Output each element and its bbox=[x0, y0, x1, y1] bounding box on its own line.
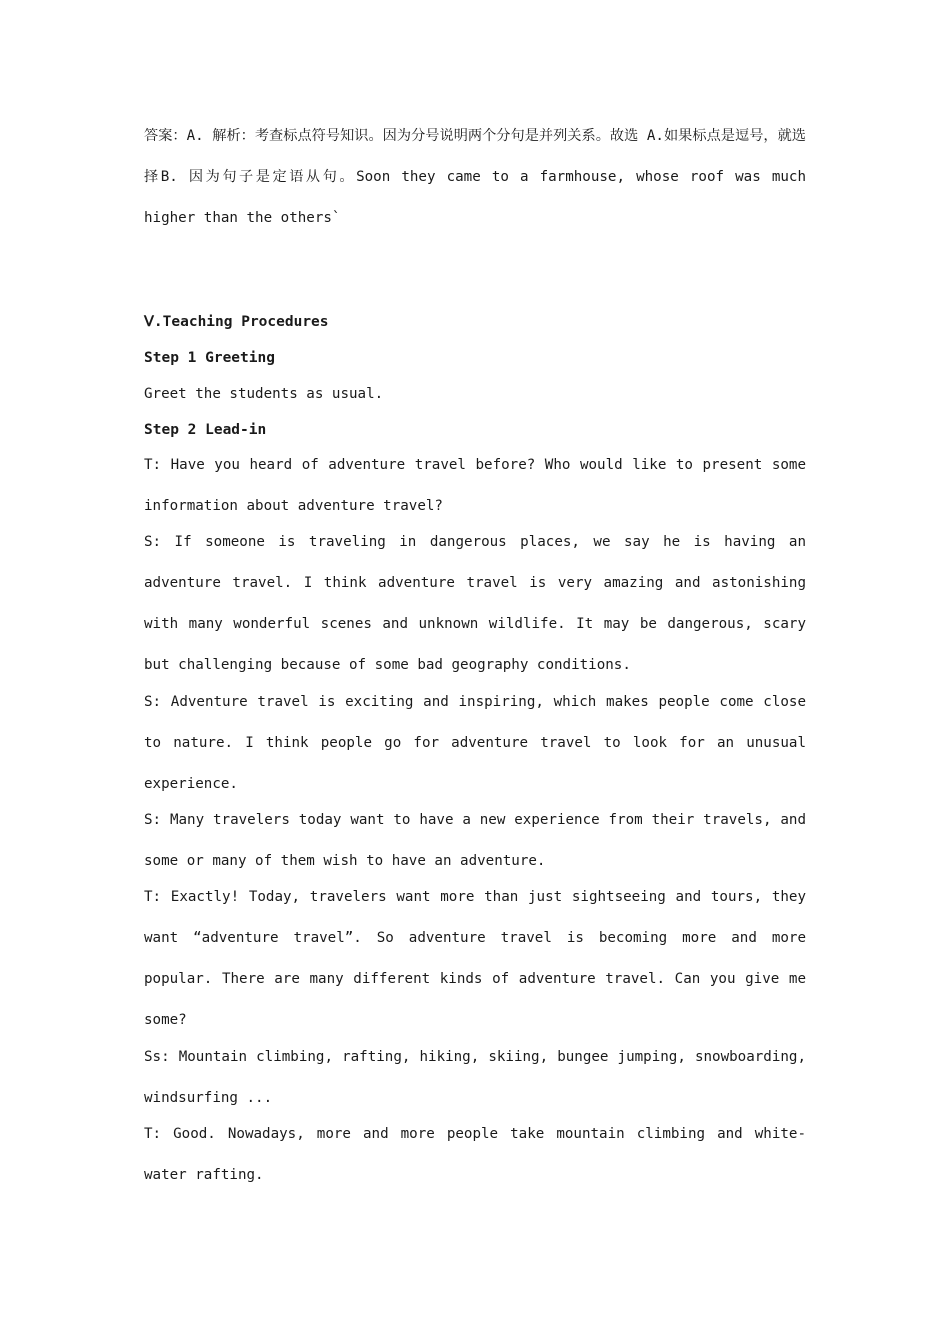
dialogue-line: Ss: Mountain climbing, rafting, hiking, skiing, bungee jumping, snowboarding, windsurfing ... bbox=[144, 1049, 806, 1106]
dialogue-line: S: If someone is traveling in dangerous places, we say he is having an adventure travel. I think adventure travel is very amazing and astonishing with many wonderful scenes and unknown wildlife. It may be dangerous, scary but challenging because of some bad geography conditions. bbox=[144, 534, 806, 673]
answer-paragraph: 答案：A. 解析：考查标点符号知识。因为分号说明两个分句是并列关系。故选 A.如果标点是逗号，就选择B. 因为句子是定语从句。Soon they came to a farmhouse, whose roof was much higher than the others` bbox=[144, 128, 806, 226]
dialogue-line: T: Exactly! Today, travelers want more than just sightseeing and tours, they want “adventure travel”. So adventure travel is becoming more and more popular. There are many different kinds of adventure travel. Can you give me some? bbox=[144, 889, 806, 1028]
dialogue-line: T: Good. Nowadays, more and more people take mountain climbing and white-water rafting. bbox=[144, 1126, 806, 1183]
dialogue-line: S: Adventure travel is exciting and inspiring, which makes people come close to nature. I think people go for adventure travel to look for an unusual experience. bbox=[144, 694, 806, 792]
dialogue-line: S: Many travelers today want to have a new experience from their travels, and some or many of them wish to have an adventure. bbox=[144, 812, 806, 869]
section-heading: Ⅴ.Teaching Procedures bbox=[144, 314, 329, 330]
step1-text: Greet the students as usual. bbox=[144, 386, 384, 402]
step2-heading: Step 2 Lead-in bbox=[144, 422, 267, 438]
dialogue-line: T: Have you heard of adventure travel before? Who would like to present some information about adventure travel? bbox=[144, 457, 806, 514]
step1-heading: Step 1 Greeting bbox=[144, 350, 275, 366]
